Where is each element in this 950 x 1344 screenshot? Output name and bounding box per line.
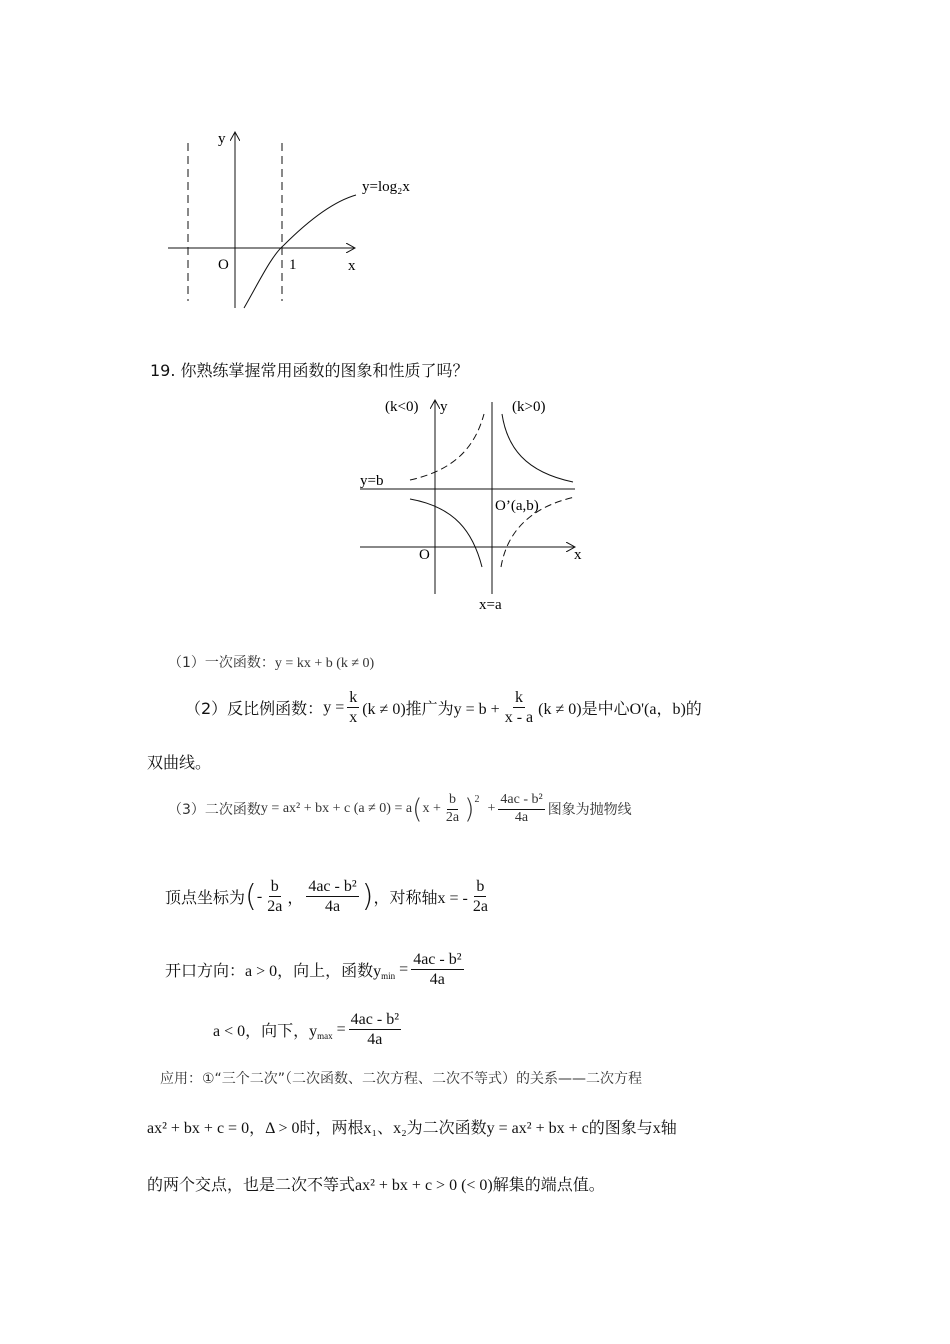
- fraction-axis: [471, 877, 490, 916]
- k-negative-label: (k<0): [385, 399, 419, 415]
- application-line-3: 的两个交点，也是二次不等式ax² + bx + c > 0 (< 0)解集的端点值。: [147, 1177, 605, 1194]
- denominator: x: [349, 709, 358, 727]
- center-label: O’(a,b): [495, 498, 539, 514]
- denominator: 2a: [472, 898, 488, 916]
- numerator: k: [513, 688, 525, 708]
- open-down-line: [213, 1010, 404, 1049]
- x-axis-label: x: [348, 258, 356, 274]
- formula-y: y =: [323, 698, 345, 716]
- curve-label: y=log₂x: [362, 179, 410, 195]
- fraction-ymax: [349, 1010, 401, 1049]
- subscript-max: max: [317, 1031, 333, 1042]
- fraction-discriminant: [498, 792, 544, 827]
- x-equals-a-label: x=a: [479, 597, 502, 613]
- numerator: b: [474, 877, 486, 897]
- paren-right: ): [464, 793, 475, 825]
- numerator: 4ac - b²: [349, 1010, 401, 1030]
- subscript-min: min: [381, 971, 396, 982]
- curve-k-negative-upper: [410, 414, 484, 480]
- formula-center: (k ≠ 0)是中心O'(a，b)的: [538, 701, 702, 719]
- x-axis-label: x: [574, 547, 582, 563]
- hyperbola-graph: [355, 392, 600, 614]
- numerator: 4ac - b²: [306, 877, 358, 897]
- numerator: 4ac - b²: [498, 792, 544, 810]
- paren-left: (: [245, 879, 257, 915]
- fraction-b-over-2a: [265, 877, 284, 916]
- origin-label: O: [419, 547, 430, 563]
- k-positive-label: (k>0): [512, 399, 546, 415]
- item-quadratic-function: [168, 792, 632, 827]
- log-curve: [244, 195, 356, 308]
- vertex-comma: ，: [287, 888, 304, 908]
- denominator: 4a: [324, 898, 341, 916]
- origin-label: O: [218, 257, 229, 273]
- denominator: x - a: [504, 709, 534, 727]
- formula-plus: +: [487, 801, 496, 817]
- fraction-vertex-y: [306, 877, 358, 916]
- y-axis-label: y: [218, 131, 226, 147]
- fraction-ymin: [411, 950, 463, 989]
- down-prefix: a < 0，向下，y: [213, 1023, 318, 1041]
- equals: =: [399, 960, 409, 978]
- vertex-prefix: 顶点坐标为: [165, 888, 246, 908]
- item-inverse-tail: 双曲线。: [147, 753, 212, 772]
- denominator: 4a: [367, 1031, 383, 1049]
- y-axis-label: y: [440, 399, 448, 415]
- open-prefix: 开口方向：a > 0，向上，函数y: [165, 963, 382, 981]
- formula-quadratic: y = ax² + bx + c (a ≠ 0) = a: [260, 801, 413, 817]
- one-label: 1: [289, 257, 297, 273]
- axis-text: ，对称轴x = -: [373, 890, 468, 908]
- log-graph: [160, 125, 440, 315]
- vertex-neg: -: [256, 887, 263, 905]
- fraction-k-over-x: [347, 688, 359, 727]
- denominator: 2a: [267, 898, 283, 916]
- curve-k-positive-upper: [502, 414, 573, 482]
- paren-right: ): [361, 879, 374, 915]
- item-tail: 图象为抛物线: [547, 802, 632, 819]
- fraction-k-over-x-minus-a: [503, 688, 535, 727]
- equals: =: [336, 1020, 346, 1038]
- numerator: b: [447, 792, 458, 810]
- application-line-1: 应用：①“三个二次”（二次函数、二次方程、二次不等式）的关系——二次方程: [160, 1071, 643, 1087]
- denominator: 4a: [429, 971, 445, 989]
- vertex-line: [165, 877, 493, 916]
- y-equals-b-label: y=b: [360, 473, 384, 489]
- formula: y = kx + b (k ≠ 0): [274, 656, 375, 671]
- formula-generalize: (k ≠ 0)推广为y = b +: [362, 701, 500, 719]
- application-line-2: ax² + bx + c = 0，Δ > 0时，两根x₁、x₂为二次函数y = ax² + bx + c的图象与x轴: [147, 1120, 677, 1137]
- item-prefix: （2）反比例函数：: [185, 699, 324, 719]
- formula-x-plus: x +: [422, 801, 441, 817]
- denominator: 2a: [445, 809, 460, 825]
- numerator: b: [269, 877, 281, 897]
- paren-left: (: [412, 793, 423, 825]
- item-inverse-function: [185, 688, 702, 727]
- item-prefix: （1）一次函数：: [168, 655, 275, 671]
- fraction-b-over-2a: [444, 792, 461, 827]
- open-up-line: [165, 950, 467, 989]
- denominator: 4a: [514, 809, 529, 825]
- exponent-2: 2: [474, 794, 480, 805]
- numerator: 4ac - b²: [411, 950, 463, 970]
- item-prefix: （3）二次函数: [168, 802, 261, 819]
- numerator: k: [347, 688, 359, 708]
- item-linear-function: [168, 652, 374, 672]
- section-title: 19. 你熟练掌握常用函数的图象和性质了吗？: [150, 361, 469, 380]
